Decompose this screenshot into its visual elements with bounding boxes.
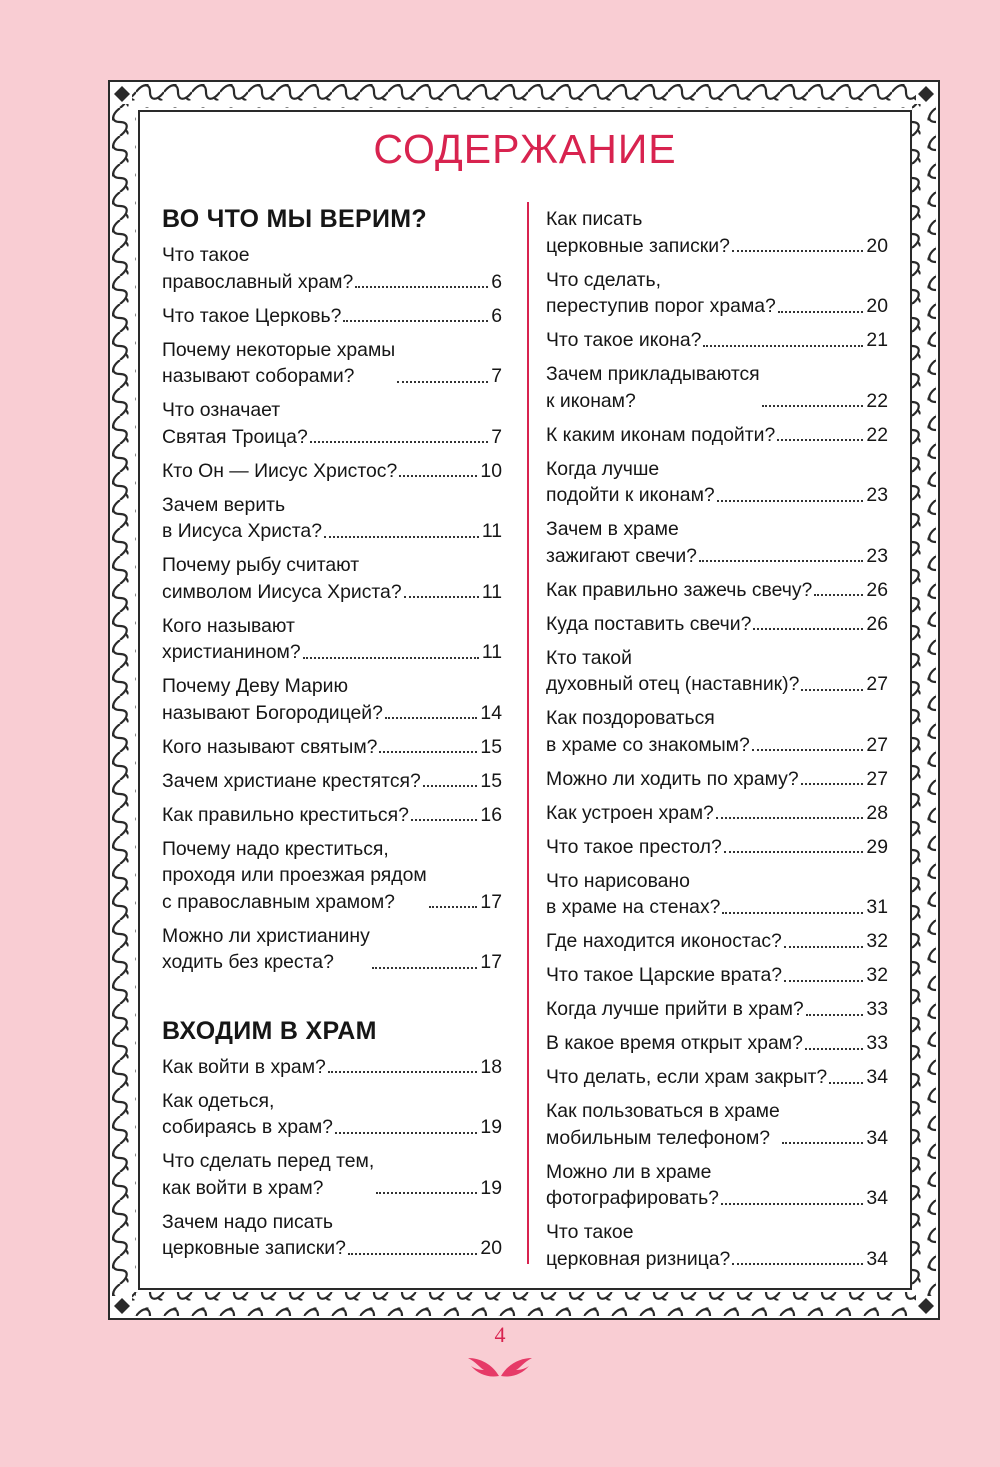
toc-entry[interactable] [162, 613, 502, 666]
toc-entry[interactable] [546, 577, 888, 604]
entry-title: Зачем христиане крестятся? [162, 769, 421, 792]
dot-leader [777, 439, 863, 441]
entry-title: Зачем верить в Иисуса Христа? [162, 493, 322, 542]
toc-entry[interactable] [546, 766, 888, 793]
toc-entry[interactable] [546, 1030, 888, 1057]
entry-title: Что такое престол? [546, 835, 722, 858]
entry-page-number: 32 [866, 930, 888, 952]
toc-entry[interactable] [162, 734, 502, 761]
toc-entry[interactable] [546, 1064, 888, 1091]
entry-page-number: 26 [866, 578, 888, 601]
dot-leader [778, 311, 864, 313]
entry-title: Почему рыбу считают символом Иисуса Христа? [162, 554, 402, 603]
entry-page-number: 22 [866, 423, 888, 446]
entry-page-number: 15 [480, 735, 502, 758]
section-heading: ВО ЧТО МЫ ВЕРИМ? [162, 205, 427, 233]
toc-entry[interactable] [162, 397, 502, 450]
toc-entry[interactable] [162, 836, 502, 916]
entry-page-number: 11 [481, 641, 502, 663]
dot-leader [324, 536, 479, 538]
dot-leader [310, 441, 488, 443]
toc-entry[interactable] [546, 422, 888, 449]
dot-leader [423, 785, 478, 787]
entry-page-number: 34 [866, 1187, 888, 1209]
entry-title: Как одеться, собираясь в храм? [162, 1089, 333, 1138]
entry-page-number: 34 [866, 1247, 888, 1270]
entry-page-number: 7 [491, 365, 502, 387]
entry-title: Что означает Святая Троица? [162, 399, 308, 448]
entry-title: Что такое православный храм? [162, 244, 354, 293]
entry-title: Что сделать, переступив порог храма? [546, 268, 776, 317]
entry-title: Почему некоторые храмы называют соборами? [162, 338, 396, 387]
toc-entry[interactable] [546, 996, 888, 1023]
entry-page-number: 34 [866, 1126, 888, 1149]
toc-entry[interactable] [546, 611, 888, 638]
dot-leader [399, 475, 477, 477]
entry-page-number: 27 [866, 767, 888, 790]
dot-leader [784, 946, 864, 948]
entry-page-number: 16 [480, 803, 502, 826]
toc-entry[interactable] [162, 303, 502, 330]
toc-entry[interactable] [546, 645, 888, 698]
entry-title: Зачем прикладываются к иконам? [546, 363, 760, 412]
toc-entry[interactable] [546, 1159, 888, 1212]
toc-entry[interactable] [162, 673, 502, 726]
entry-title: Почему Деву Марию называют Богородицей? [162, 675, 383, 724]
dot-leader [753, 628, 863, 630]
toc-entry[interactable] [546, 267, 888, 320]
entry-title: Что делать, если храм закрыт? [546, 1066, 828, 1088]
entry-page-number: 28 [866, 801, 888, 824]
dot-leader [752, 749, 864, 751]
entry-title: Зачем надо писать церковные записки? [162, 1210, 346, 1259]
dot-leader [397, 381, 488, 383]
wings-icon [468, 1346, 532, 1382]
entry-page-number: 14 [480, 701, 502, 724]
toc-entry[interactable] [546, 1219, 888, 1272]
toc-entry[interactable] [546, 962, 888, 989]
entry-page-number: 15 [480, 769, 502, 792]
dot-leader [732, 1263, 863, 1265]
toc-entry[interactable] [162, 242, 502, 295]
entry-page-number: 11 [481, 580, 502, 603]
entry-title: Как войти в храм? [162, 1055, 326, 1078]
toc-entry[interactable] [546, 800, 888, 827]
entry-page-number: 27 [866, 673, 888, 695]
right-column [546, 206, 888, 1280]
toc-entry[interactable] [546, 928, 888, 955]
dot-leader [404, 596, 479, 598]
entry-title: Как писать церковные записки? [546, 208, 730, 257]
dot-leader [343, 320, 488, 322]
dot-leader [379, 751, 477, 753]
dot-leader [376, 1192, 477, 1194]
dot-leader [703, 345, 863, 347]
entry-page-number: 19 [480, 1116, 502, 1138]
entry-title: Что нарисовано в храме на стенах? [546, 869, 721, 918]
entry-page-number: 10 [480, 459, 502, 482]
entry-title: Кто такой духовный отец (наставник)? [546, 646, 800, 695]
toc-entry[interactable] [162, 552, 502, 605]
toc-entry[interactable] [162, 458, 502, 485]
dot-leader [372, 967, 478, 969]
dot-leader [829, 1082, 863, 1084]
entry-title: Как пользоваться в храме мобильным телефоном? [546, 1100, 780, 1149]
entry-page-number: 17 [480, 951, 502, 973]
entry-page-number: 21 [866, 329, 888, 351]
entry-page-number: 23 [866, 484, 888, 506]
entry-page-number: 29 [866, 835, 888, 858]
entry-page-number: 26 [866, 612, 888, 635]
entry-page-number: 20 [866, 295, 888, 317]
entry-page-number: 33 [866, 1032, 888, 1054]
dot-leader [411, 819, 478, 821]
entry-title: К каким иконам подойти? [546, 423, 776, 446]
entry-title: Куда поставить свечи? [546, 612, 752, 635]
entry-page-number: 19 [480, 1176, 502, 1199]
entry-title: Зачем в храме зажигают свечи? [546, 518, 697, 567]
dot-leader [814, 594, 863, 596]
entry-title: Можно ли ходить по храму? [546, 767, 799, 790]
entry-title: Почему надо креститься, проходя или проезжая рядом с православным храмом? [162, 837, 427, 913]
contents-frame [138, 110, 912, 1290]
entry-page-number: 6 [491, 270, 502, 293]
entry-title: Как правильно зажечь свечу? [546, 578, 813, 601]
entry-page-number: 17 [480, 890, 502, 913]
entry-page-number: 20 [480, 1237, 502, 1259]
toc-entry[interactable] [162, 768, 502, 795]
dot-leader [801, 783, 864, 785]
dot-leader [805, 1048, 864, 1050]
toc-entry[interactable] [162, 337, 502, 390]
entry-title: Что такое икона? [546, 329, 702, 351]
toc-entry[interactable] [546, 705, 888, 758]
dot-leader [801, 689, 863, 691]
toc-entry[interactable] [546, 516, 888, 569]
dot-leader [784, 980, 863, 982]
entry-page-number: 27 [866, 733, 888, 756]
entry-title: Кого называют святым? [162, 735, 378, 758]
toc-entry[interactable] [162, 1088, 502, 1141]
toc-entry[interactable] [546, 868, 888, 921]
entry-page-number: 31 [866, 896, 888, 918]
dot-leader [348, 1253, 478, 1255]
entry-page-number: 22 [866, 389, 888, 412]
dot-leader [782, 1142, 864, 1144]
dot-leader [355, 286, 488, 288]
column-divider [527, 202, 529, 1264]
dot-leader [732, 250, 864, 252]
entry-page-number: 18 [480, 1055, 502, 1078]
toc-entry[interactable] [546, 456, 888, 509]
dot-leader [335, 1132, 477, 1134]
toc-entry[interactable] [162, 1209, 502, 1262]
dot-leader [699, 560, 863, 562]
toc-entry[interactable] [162, 923, 502, 976]
entry-title: Можно ли в храме фотографировать? [546, 1160, 719, 1209]
entry-page-number: 33 [866, 998, 888, 1020]
entry-title: Как устроен храм? [546, 801, 714, 824]
entry-title: Где находится иконостас? [546, 930, 782, 952]
entry-title: Когда лучше прийти в храм? [546, 998, 804, 1020]
entry-title: Как поздороваться в храме со знакомым? [546, 707, 750, 756]
entry-page-number: 20 [866, 234, 888, 257]
entry-page-number: 23 [866, 544, 888, 567]
toc-entry[interactable] [546, 327, 888, 354]
entry-page-number: 11 [481, 520, 502, 542]
toc-entry[interactable] [162, 1054, 502, 1081]
entry-page-number: 6 [491, 304, 502, 327]
toc-entry[interactable] [162, 492, 502, 545]
entry-title: Что такое Церковь? [162, 304, 342, 327]
toc-entry[interactable] [546, 361, 888, 414]
dot-leader [762, 405, 864, 407]
entry-page-number: 34 [866, 1066, 888, 1088]
entry-title: Что такое Царские врата? [546, 964, 783, 986]
dot-leader [328, 1071, 478, 1073]
dot-leader [717, 500, 864, 502]
toc-entry[interactable] [546, 834, 888, 861]
dot-leader [806, 1014, 864, 1016]
dot-leader [385, 717, 478, 719]
section-heading: ВХОДИМ В ХРАМ [162, 1016, 377, 1045]
left-column [162, 204, 502, 1269]
entry-title: В какое время открыт храм? [546, 1032, 803, 1054]
toc-entry[interactable] [162, 802, 502, 829]
dot-leader [724, 851, 864, 853]
entry-title: Что такое церковная ризница? [546, 1221, 731, 1270]
entry-title: Кто Он — Иисус Христос? [162, 459, 398, 482]
dot-leader [303, 657, 479, 659]
entry-page-number: 32 [866, 964, 888, 986]
dot-leader [429, 906, 478, 908]
dot-leader [721, 1203, 863, 1205]
entry-title: Как правильно креститься? [162, 803, 409, 826]
entry-title: Можно ли христианину ходить без креста? [162, 924, 370, 973]
entry-title: Кого называют христианином? [162, 614, 301, 663]
toc-entry[interactable] [546, 1098, 888, 1151]
toc-entry[interactable] [546, 206, 888, 259]
page-title: СОДЕРЖАНИЕ [373, 126, 677, 172]
page-number: 4 [494, 1322, 506, 1347]
entry-title: Что сделать перед тем, как войти в храм? [162, 1150, 375, 1199]
entry-title: Когда лучше подойти к иконам? [546, 457, 715, 506]
entry-page-number: 7 [491, 425, 502, 448]
dot-leader [716, 817, 864, 819]
toc-entry[interactable] [162, 1148, 502, 1201]
dot-leader [722, 912, 863, 914]
